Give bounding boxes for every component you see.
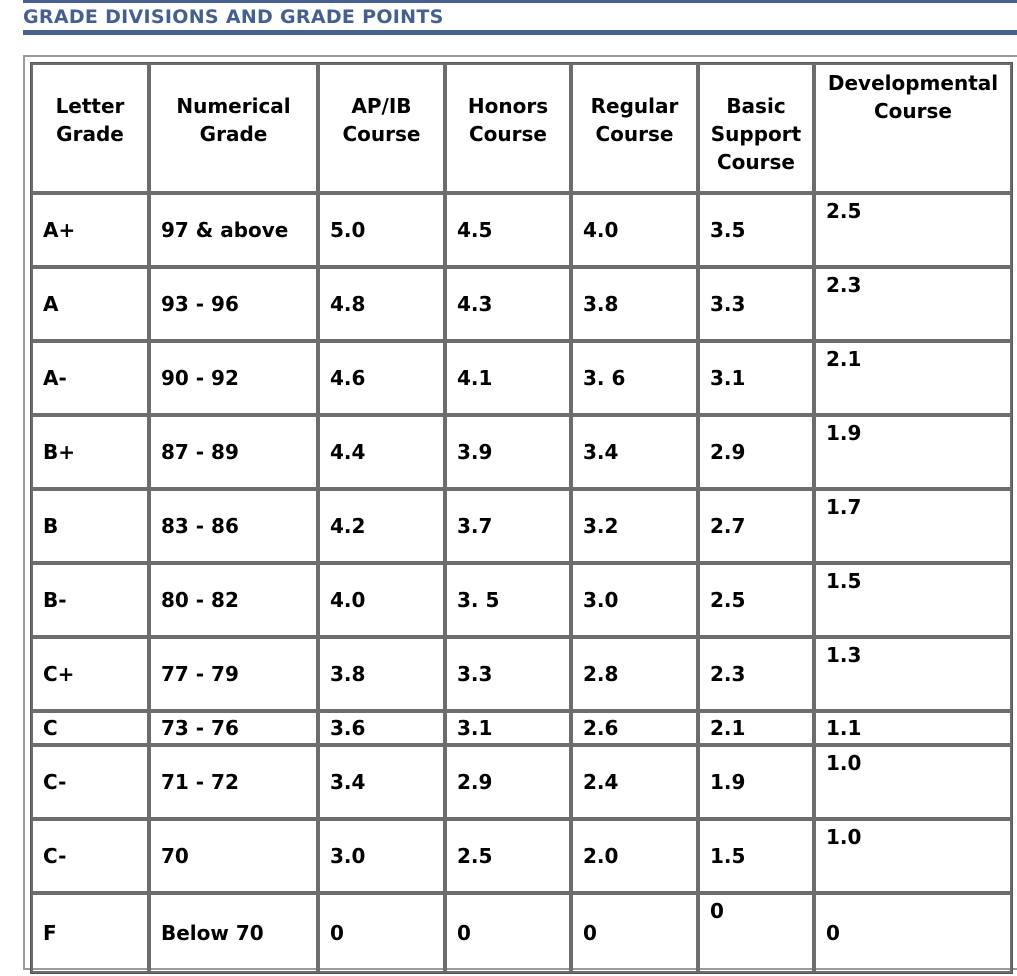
cell-letter: B <box>31 489 149 563</box>
cell-developmental: 1.7 <box>814 489 1012 563</box>
table-row <box>31 267 1012 341</box>
cell-apib: 5.0 <box>318 193 445 267</box>
table-row <box>31 893 1012 973</box>
cell-letter: A+ <box>31 193 149 267</box>
cell-letter: B- <box>31 563 149 637</box>
cell-numerical: Below 70 <box>149 893 318 973</box>
cell-letter: A <box>31 267 149 341</box>
cell-numerical: 71 - 72 <box>149 745 318 819</box>
cell-regular: 4.0 <box>571 193 698 267</box>
cell-honors: 3.7 <box>445 489 571 563</box>
cell-regular: 3.2 <box>571 489 698 563</box>
cell-regular: 3.0 <box>571 563 698 637</box>
header-numerical-grade: Numerical Grade <box>149 63 318 193</box>
cell-apib: 4.8 <box>318 267 445 341</box>
cell-basic: 2.5 <box>698 563 814 637</box>
cell-numerical: 90 - 92 <box>149 341 318 415</box>
cell-regular: 2.6 <box>571 711 698 745</box>
cell-regular: 0 <box>571 893 698 973</box>
cell-developmental: 2.3 <box>814 267 1012 341</box>
page-title: GRADE DIVISIONS AND GRADE POINTS <box>23 6 444 28</box>
table-row <box>31 341 1012 415</box>
cell-numerical: 70 <box>149 819 318 893</box>
cell-apib: 4.4 <box>318 415 445 489</box>
cell-regular: 3.4 <box>571 415 698 489</box>
cell-basic: 1.9 <box>698 745 814 819</box>
cell-developmental: 1.3 <box>814 637 1012 711</box>
table-row <box>31 193 1012 267</box>
cell-honors: 3. 5 <box>445 563 571 637</box>
cell-apib: 3.8 <box>318 637 445 711</box>
cell-numerical: 93 - 96 <box>149 267 318 341</box>
cell-apib: 4.2 <box>318 489 445 563</box>
cell-developmental: 1.5 <box>814 563 1012 637</box>
cell-developmental: 1.0 <box>814 745 1012 819</box>
cell-honors: 2.5 <box>445 819 571 893</box>
cell-basic: 2.9 <box>698 415 814 489</box>
cell-developmental: 1.9 <box>814 415 1012 489</box>
table-row <box>31 745 1012 819</box>
cell-honors: 2.9 <box>445 745 571 819</box>
cell-honors: 3.3 <box>445 637 571 711</box>
grade-table <box>30 62 1013 974</box>
cell-letter: C- <box>31 745 149 819</box>
cell-letter: C+ <box>31 637 149 711</box>
table-row <box>31 563 1012 637</box>
cell-apib: 4.6 <box>318 341 445 415</box>
cell-apib: 3.0 <box>318 819 445 893</box>
cell-regular: 3. 6 <box>571 341 698 415</box>
cell-honors: 3.1 <box>445 711 571 745</box>
cell-basic: 2.7 <box>698 489 814 563</box>
cell-basic: 2.3 <box>698 637 814 711</box>
cell-basic: 3.1 <box>698 341 814 415</box>
cell-developmental: 1.1 <box>814 711 1012 745</box>
cell-numerical: 87 - 89 <box>149 415 318 489</box>
cell-developmental: 2.1 <box>814 341 1012 415</box>
header-regular-course: Regular Course <box>571 63 698 193</box>
table-row <box>31 637 1012 711</box>
cell-numerical: 80 - 82 <box>149 563 318 637</box>
title-rule-bottom <box>23 30 1017 35</box>
cell-developmental: 0 <box>814 893 1012 973</box>
cell-apib: 4.0 <box>318 563 445 637</box>
cell-apib: 3.6 <box>318 711 445 745</box>
table-row <box>31 489 1012 563</box>
cell-basic: 2.1 <box>698 711 814 745</box>
cell-regular: 2.0 <box>571 819 698 893</box>
title-rule-top <box>23 0 1017 3</box>
header-developmental-course: Developmental Course <box>814 63 1012 193</box>
cell-letter: C- <box>31 819 149 893</box>
cell-regular: 2.8 <box>571 637 698 711</box>
cell-letter: B+ <box>31 415 149 489</box>
cell-honors: 4.1 <box>445 341 571 415</box>
cell-honors: 0 <box>445 893 571 973</box>
cell-basic: 1.5 <box>698 819 814 893</box>
header-letter-grade: Letter Grade <box>31 63 149 193</box>
header-row <box>31 63 1012 193</box>
cell-regular: 2.4 <box>571 745 698 819</box>
cell-letter: C <box>31 711 149 745</box>
cell-developmental: 2.5 <box>814 193 1012 267</box>
cell-basic: 3.3 <box>698 267 814 341</box>
cell-honors: 4.3 <box>445 267 571 341</box>
cell-apib: 3.4 <box>318 745 445 819</box>
cell-honors: 4.5 <box>445 193 571 267</box>
cell-numerical: 83 - 86 <box>149 489 318 563</box>
header-apib-course: AP/IB Course <box>318 63 445 193</box>
table-row <box>31 711 1012 745</box>
cell-letter: F <box>31 893 149 973</box>
cell-apib: 0 <box>318 893 445 973</box>
cell-numerical: 73 - 76 <box>149 711 318 745</box>
table-row <box>31 415 1012 489</box>
cell-basic: 3.5 <box>698 193 814 267</box>
cell-numerical: 77 - 79 <box>149 637 318 711</box>
header-honors-course: Honors Course <box>445 63 571 193</box>
cell-numerical: 97 & above <box>149 193 318 267</box>
header-basic-support-course: Basic Support Course <box>698 63 814 193</box>
cell-regular: 3.8 <box>571 267 698 341</box>
cell-basic: 0 <box>698 893 814 973</box>
table-row <box>31 819 1012 893</box>
cell-honors: 3.9 <box>445 415 571 489</box>
cell-developmental: 1.0 <box>814 819 1012 893</box>
cell-letter: A- <box>31 341 149 415</box>
